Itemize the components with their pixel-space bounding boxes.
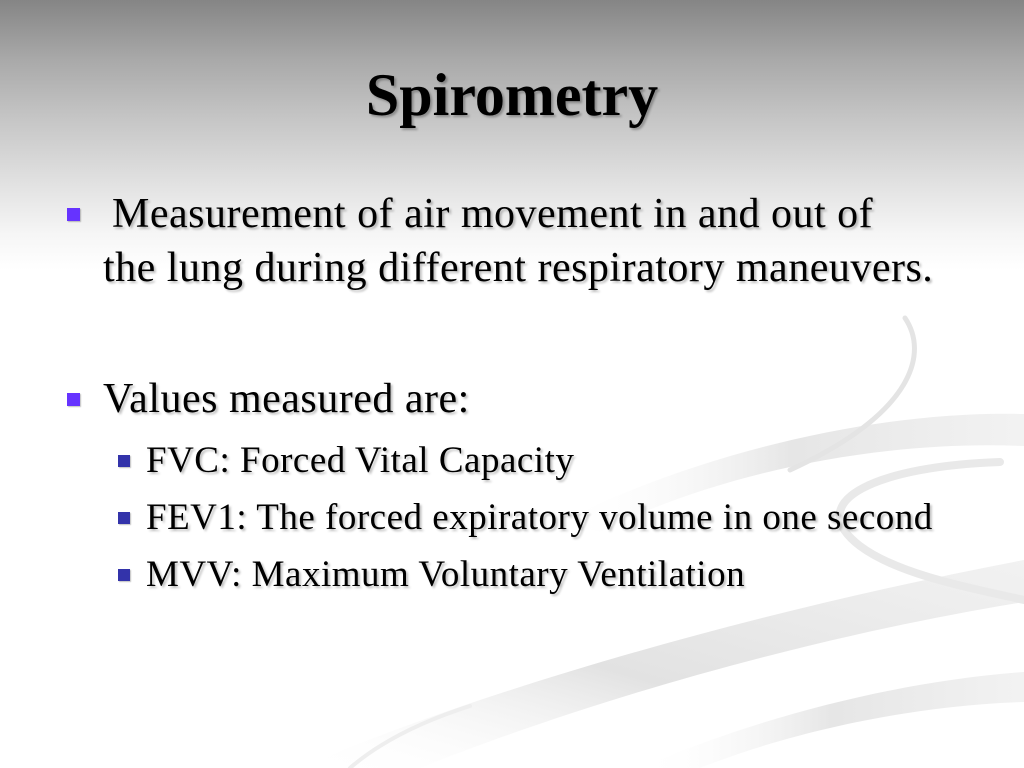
slide-title: Spirometry <box>365 62 659 128</box>
square-bullet-icon <box>118 512 130 524</box>
sub-bullet-text: FVC: Forced Vital Capacity <box>146 440 575 481</box>
sub-bullet-text: MVV: Maximum Voluntary Ventilation <box>146 554 746 595</box>
swoosh-shape <box>640 672 1024 768</box>
sub-bullet-text: FEV1: The forced expiratory volume in one second <box>146 497 933 538</box>
square-bullet-icon <box>67 393 80 406</box>
bullet-text: Values measured are: <box>103 376 470 422</box>
square-bullet-icon <box>67 208 80 221</box>
bullet-text: Measurement of air movement in and out of the lung during different respiratory maneuvers. <box>103 191 934 291</box>
square-bullet-icon <box>118 569 130 581</box>
square-bullet-icon <box>118 455 130 467</box>
